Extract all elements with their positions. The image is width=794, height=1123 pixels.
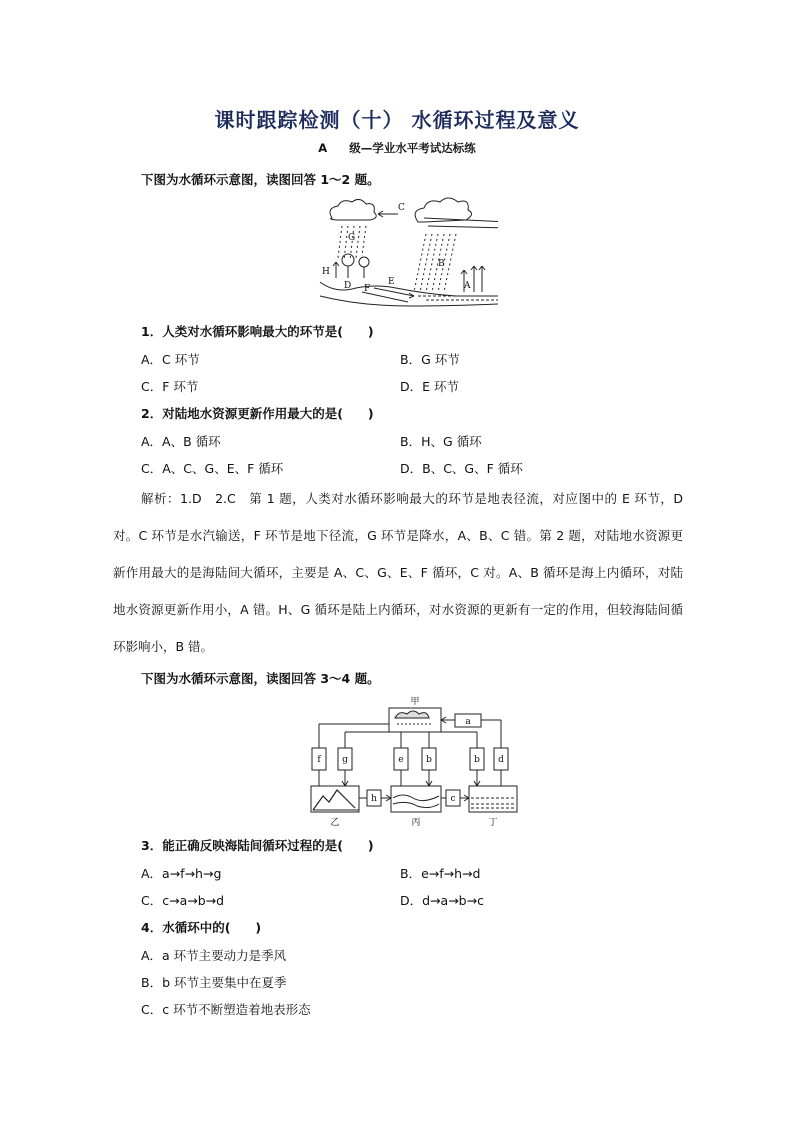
box-h: h xyxy=(371,794,377,804)
water-cycle-diagram-1 xyxy=(318,196,498,316)
q3-option-a: A．a→f→h→g xyxy=(141,866,222,881)
q4-option-b: B．b 环节主要集中在夏季 xyxy=(141,975,287,990)
cloud-right xyxy=(415,198,471,222)
label-e: E xyxy=(388,277,395,287)
section-grade: A xyxy=(318,141,328,155)
bottom-label-ding: 丁 xyxy=(488,818,498,828)
label-c: C xyxy=(398,203,405,213)
q1-option-d: D．E 环节 xyxy=(400,379,459,394)
section-label: 级—学业水平考试达标练 xyxy=(349,141,476,155)
q2-option-a: A．A、B 循环 xyxy=(141,434,221,449)
q2-option-b: B．H、G 循环 xyxy=(400,434,482,449)
label-h: H xyxy=(322,267,330,277)
analysis-paragraph: 解析：1.D 2.C 第 1 题，人类对水循环影响最大的环节是地表径流，对应图中的 E 环节，D 对。C 环节是水汽输送，F 环节是地下径流，G 环节是降水，A、B、C 错。第 2 题，对陆地水资源更新作用最大的是海陆间大循环，主要是 A、C、G、E、F 循环，C 对。A、B 循环是海上内循环，对陆地水资源更新作用小，A 错。H、G 循环是陆上内循环，对水资源的更新有一定的作用，但较海陆间循环影响小，B 错。 xyxy=(113,491,683,654)
box-a: a xyxy=(465,717,471,727)
q1-option-c: C．F 环节 xyxy=(141,379,199,394)
cloud-left xyxy=(330,199,376,220)
water-cycle-diagram-2 xyxy=(305,694,525,830)
box-c: c xyxy=(450,794,456,804)
box-e: e xyxy=(398,755,404,765)
q2-option-c: C．A、C、G、E、F 循环 xyxy=(141,461,284,476)
bottom-label-yi: 乙 xyxy=(330,818,340,828)
intro-2: 下图为水循环示意图，读图回答 3～4 题。 xyxy=(141,671,380,686)
box-d: d xyxy=(498,755,504,765)
q3-option-d: D．d→a→b→c xyxy=(400,893,484,908)
label-a: A xyxy=(464,281,471,291)
box-b-right: b xyxy=(474,755,480,765)
q1-option-b: B．G 环节 xyxy=(400,352,460,367)
box-top-label: 甲 xyxy=(410,697,420,707)
label-d: D xyxy=(344,281,352,291)
question-1-stem: 1．人类对水循环影响最大的环节是( ) xyxy=(141,324,374,339)
box-f: f xyxy=(317,755,321,765)
question-4-stem: 4．水循环中的( ) xyxy=(141,920,262,935)
label-f: F xyxy=(364,284,371,294)
box-b-left: b xyxy=(426,755,432,765)
question-3-stem: 3．能正确反映海陆间循环过程的是( ) xyxy=(141,838,374,853)
q1-option-a: A．C 环节 xyxy=(141,352,200,367)
page-title: 课时跟踪检测（十） 水循环过程及意义 xyxy=(214,108,580,132)
label-b: B xyxy=(438,259,445,269)
box-g: g xyxy=(342,755,348,765)
bottom-label-bing: 丙 xyxy=(411,818,421,828)
q3-option-c: C．c→a→b→d xyxy=(141,893,225,908)
q3-option-b: B．e→f→h→d xyxy=(400,866,481,881)
q4-option-c: C．c 环节不断塑造着地表形态 xyxy=(141,1002,311,1017)
label-g: G xyxy=(348,233,356,243)
q2-option-d: D．B、C、G、F 循环 xyxy=(400,461,523,476)
section-subtitle xyxy=(0,140,794,156)
q4-option-a: A．a 环节主要动力是季风 xyxy=(141,948,287,963)
question-2-stem: 2．对陆地水资源更新作用最大的是( ) xyxy=(141,406,374,421)
intro-1: 下图为水循环示意图，读图回答 1～2 题。 xyxy=(141,172,380,187)
